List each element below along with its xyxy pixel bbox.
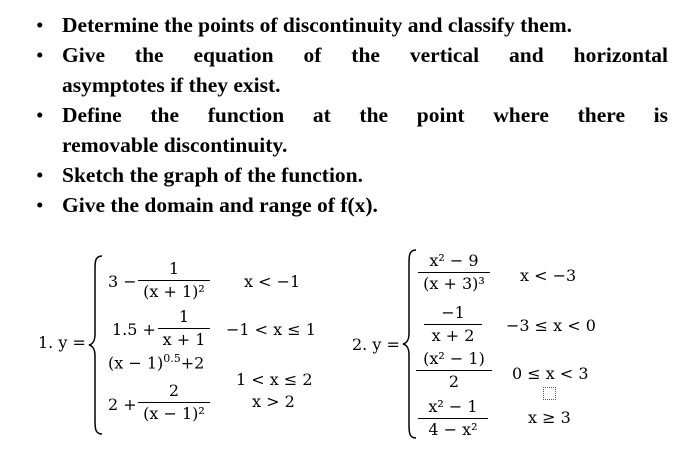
placeholder-box-icon [543, 387, 556, 400]
f1-piece2-denominator: x + 1 [162, 330, 206, 349]
f2-piece2-condition: −3 ≤ x < 0 [506, 316, 596, 335]
instruction-item [28, 190, 668, 220]
instruction-item [28, 40, 668, 100]
instruction-text: Determine the points of discontinuity and classify them. [62, 13, 573, 37]
bullet-icon: • [36, 43, 44, 67]
instruction-item [28, 100, 668, 160]
instruction-text: Sketch the graph of the function. [62, 163, 364, 187]
f2-piece2-denominator: x + 2 [431, 326, 475, 345]
bullet-icon: • [36, 193, 44, 217]
function-2-label: 2. y = [352, 335, 400, 354]
f1-piece2-prefix: 1.5 + [112, 320, 156, 339]
f2-piece1-numerator: x² − 9 [429, 251, 479, 270]
f2-piece4-denominator: 4 − x² [428, 420, 478, 439]
f2-piece1-fraction [418, 250, 490, 295]
f2-piece4-fraction [418, 396, 488, 441]
f1-piece2-condition: −1 < x ≤ 1 [226, 320, 316, 339]
instruction-item [28, 160, 668, 190]
instruction-text: Give the equation of the vertical and horizontal [62, 43, 668, 67]
instruction-text: Define the function at the point where there is [62, 103, 668, 127]
f1-piece1-numerator: 1 [168, 259, 180, 278]
function-1-label: 1. y = [38, 333, 86, 352]
bullet-icon: • [36, 163, 44, 187]
f2-piece1-condition: x < −3 [520, 266, 577, 285]
f1-piece3-tail: +2 [180, 353, 205, 373]
f1-piece2-numerator: 1 [178, 307, 190, 326]
f1-piece1-prefix: 3 − [108, 272, 137, 291]
left-brace-icon [88, 254, 104, 436]
instruction-text-continued: asymptotes if they exist. [62, 73, 281, 97]
f1-piece4-numerator: 2 [168, 381, 180, 400]
instruction-text-continued: removable discontinuity. [62, 133, 288, 157]
f1-piece4-denominator: (x − 1)² [143, 404, 205, 423]
f1-piece4-condition: x > 2 [252, 392, 295, 411]
f1-piece4-prefix: 2 + [108, 395, 137, 414]
f2-piece3-denominator: 2 [448, 372, 460, 391]
instruction-list [28, 10, 668, 220]
bullet-icon: • [36, 13, 44, 37]
f1-piece1-fraction [138, 258, 210, 303]
f1-piece1-denominator: (x + 1)² [143, 282, 205, 301]
f2-piece3-numerator: (x² − 1) [423, 349, 485, 368]
f2-piece3-fraction [416, 348, 492, 393]
f1-piece3-exponent: 0.5 [163, 352, 181, 365]
f2-piece4-numerator: x² − 1 [428, 397, 478, 416]
instruction-item [28, 10, 668, 40]
f1-piece3-condition: 1 < x ≤ 2 [236, 370, 313, 389]
f1-piece3-expression [108, 352, 204, 372]
f1-piece1-condition: x < −1 [244, 272, 301, 291]
f2-piece1-denominator: (x + 3)³ [423, 274, 485, 293]
instruction-text: Give the domain and range of f(x). [62, 193, 378, 217]
f1-piece4-fraction [138, 380, 210, 425]
f2-piece3-condition: 0 ≤ x < 3 [512, 364, 589, 383]
left-brace-icon [402, 248, 418, 440]
f2-piece4-condition: x ≥ 3 [528, 408, 571, 427]
f2-piece2-numerator: −1 [441, 303, 465, 322]
f1-piece3-base: (x − 1) [108, 353, 164, 373]
f2-piece2-fraction [424, 302, 482, 347]
f1-piece2-fraction [158, 306, 210, 351]
bullet-icon: • [36, 103, 44, 127]
